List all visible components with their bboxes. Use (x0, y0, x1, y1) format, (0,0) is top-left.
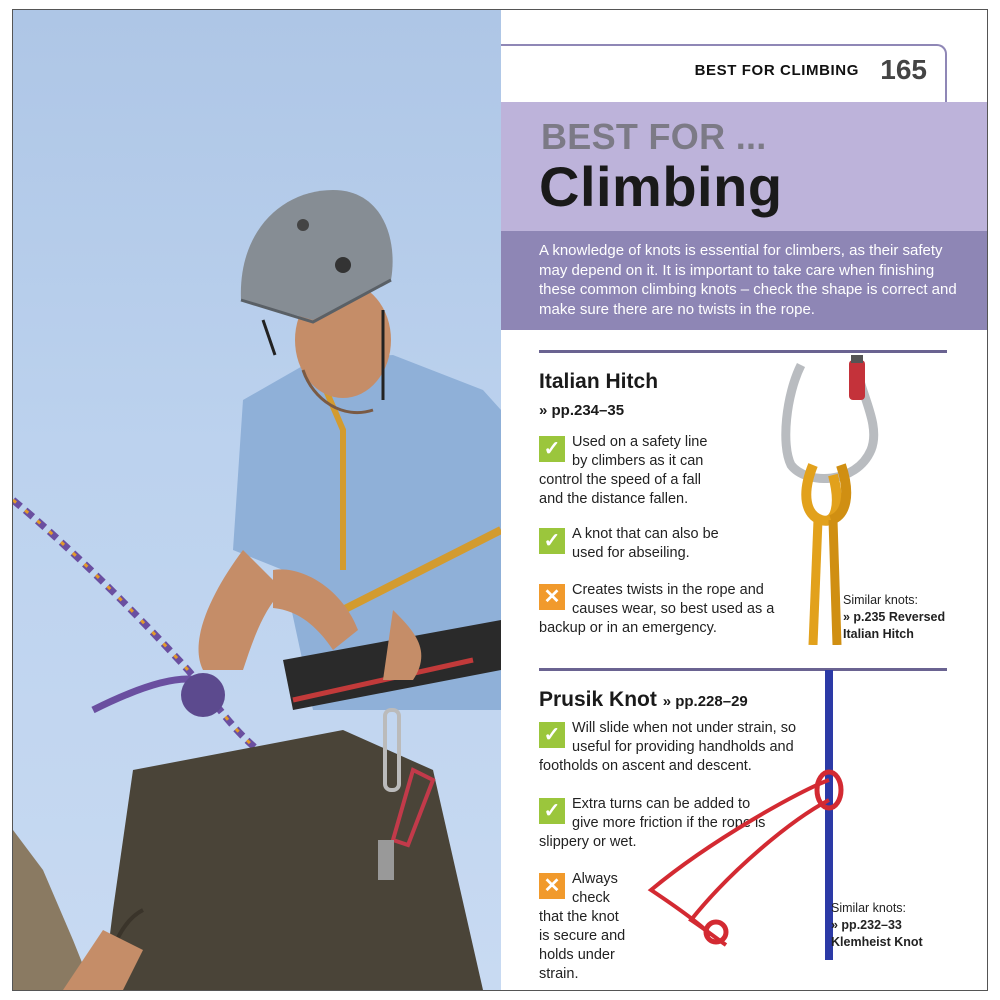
banner-kicker: BEST FOR ... (541, 116, 767, 157)
climber-photo (13, 10, 501, 990)
check-icon: ✓ (539, 436, 565, 462)
check-icon: ✓ (539, 798, 565, 824)
book-spread (12, 9, 988, 991)
check-icon: ✓ (539, 528, 565, 554)
knot-ref-italian-hitch: » pp.234–35 (539, 402, 625, 419)
similar-knot-link[interactable]: » p.235 Reversed Italian Hitch (843, 610, 946, 641)
knot-point: ✓ Will slide when not under strain, so useful for providing handholds and footholds on ascent and descent. (539, 720, 797, 774)
section-label: BEST FOR CLIMBING (694, 62, 859, 79)
cross-icon: ✕ (539, 873, 565, 899)
similar-knots-prusik: Similar knots: » pp.232–33 Klemheist Knot (831, 901, 923, 949)
knot-point: ✕ Always check that the knot is secure and holds under strain. (539, 871, 626, 982)
knot-point: ✕ Creates twists in the rope and causes wear, so best used as a backup or in an emergency. (539, 582, 775, 636)
intro-paragraph: A knowledge of knots is essential for climbers, as their safety may depend on it. It is important to take care when finishing these common climbing knots – check the shape is correct and make sure there are no twists in the rope. (501, 231, 987, 330)
page-number: 165 (880, 54, 927, 85)
section-divider (539, 350, 947, 353)
knot-point: ✓ Used on a safety line by climbers as it can control the speed of a fall and the distance fallen. (539, 434, 708, 507)
cross-icon: ✕ (539, 584, 565, 610)
knot-point: ✓ Extra turns can be added to give more friction if the rope is slippery or wet. (539, 796, 766, 850)
prusik-knot-illustration (631, 670, 851, 960)
text-page (501, 10, 987, 990)
knot-title-italian-hitch: Italian Hitch (539, 370, 659, 393)
knot-title-prusik: Prusik Knot » pp.228–29 (539, 688, 748, 711)
knot-point: ✓ A knot that can also be used for abseiling. (539, 525, 739, 563)
check-icon: ✓ (539, 722, 565, 748)
knot-ref-prusik: » pp.228–29 (662, 693, 748, 710)
page-title: Climbing (539, 155, 783, 218)
running-header (501, 44, 947, 102)
similar-knots-italian: Similar knots: » p.235 Reversed Italian Hitch (843, 593, 946, 641)
similar-knot-link[interactable]: » pp.232–33 Klemheist Knot (831, 918, 923, 949)
